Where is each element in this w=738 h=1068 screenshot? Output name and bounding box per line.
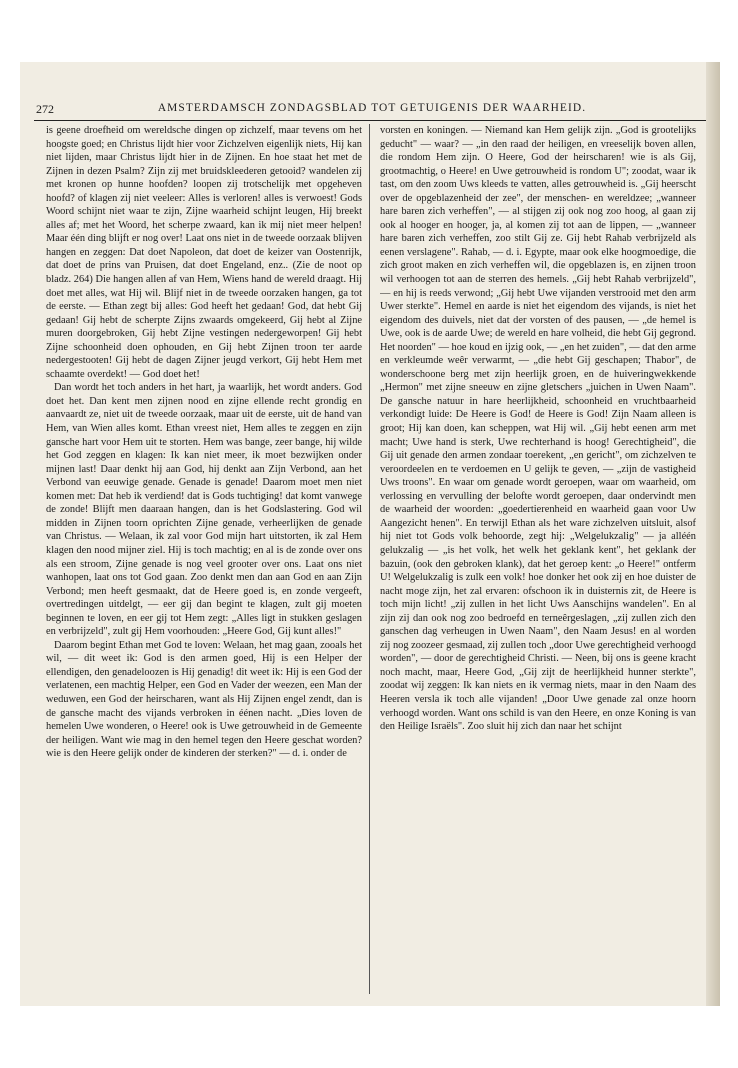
page-number: 272 <box>36 102 54 116</box>
book-page <box>20 62 720 1006</box>
paragraph: Daarom begint Ethan met God te loven: Welaan, het mag gaan, zooals het wil, — dit weet ik: God is den armen goed, Hij is een Helper der ellendigen, den genadeloozen is Hij genadig! dit weet ik: Hij is een God der verlatenen, een machtig Helper, een God en Vader der weezen, een Man der weduwen, een God der heirscharen, want als Hij Zijnen engel zendt, dan is de gansche macht des vijands verbroken in éénen nacht. „Dies loven de hemelen Uwe wonderen, o Heere! ook is Uwe getrouwheid in de Gemeente der heiligen. Want wie mag in den hemel tegen den Heere geschat worden? wie is den Heere gelijk onder de kinderen der sterken?" — d. i. onder de <box>46 639 362 760</box>
paragraph: Dan wordt het toch anders in het hart, ja waarlijk, het wordt anders. God doet het. Dan kent men zijnen nood en zijne ellende recht grondig en aanvaardt ze, niet uit de tweede oorzaak, maar uit de eerste, uit de hand van Hem, van Wien alles komt. Ethan vreest niet, Hem alles te zeggen en zijn gansche hart voor Hem uit te storten. Hem was bange, zeer bange, hij wilde het God zeggen en klagen: Ik kan niet meer, ik moet bezwijken onder mijnen last! Daar denkt hij aan God, hij denkt aan Zijn Verbond, aan het Verbond van eeuwige genade. Genade is genade! Daarom moet men niet komen met: Dat heb ik verdiend! dat is Gods tuchtiging! dat komt vanwege de zonde! Blijft men daaraan hangen, dan is het Godslastering. God wil midden in Zijnen toorn oprichten Zijne genade, verheerlijken de genade van Christus. — Welaan, ik zal voor God mijn hart uitstorten, ik zal Hem klagen den nood mijner ziel. Hij is toch machtig; en al is de zonde over ons als een stroom, Zijne genade is nog veel grooter over ons. Laat ons niet wanhopen, laat ons tot God gaan. Zoo denkt men dan aan God en aan Zijn Verbond; men heeft gesmaakt, dat de Heere goed is, en zonde vergeeft, overtredingen uitdelgt, — eer gij dan begint te klagen, zult gij moeten beginnen te loven, en eer gij tot Hem zegt: „Alles ligt in stukken geslagen en verbrijzeld", zult gij Hem voorhouden: „Heere God, Gij kunt alles!" <box>46 382 362 638</box>
page-header <box>36 102 708 120</box>
left-column <box>46 124 362 994</box>
running-title: AMSTERDAMSCH ZONDAGSBLAD TOT GETUIGENIS DER WAARHEID. <box>157 102 587 114</box>
paragraph: vorsten en koningen. — Niemand kan Hem gelijk zijn. „God is grootelijks geducht" — waar? — „in den raad der heiligen, en vreeselijk boven allen, die rondom Hem zijn. O Heere, God der heirscharen! wie is als Gij, grootmachtig, o Heere! en Uwe getrouwheid is rondom U"; zoodat, waar ik tast, om den zoom Uws kleeds te vatten, alles getrouwheid is. „Gij heerscht over de opgeblazenheid der zee", der menschen- en wereldzee; „wanneer hare baren zich verheffen", — al stijgen zij ook nog zoo hoog, al gaan zij ook al hooger en hooger, ja, al komen zij tot aan de lippen, — „wanneer hare baren zich verheffen, zoo stilt Gij ze. Gij hebt Rahab verbrijzeld als eenen verslagene". Rahab, — d. i. Egypte, maar ook elke hoogmoedige, die zich groot maken en zich verheffen wil, die opgeblazen is, en zijnen troon wil verhoogen tot aan de sterren des hemels. „Gij hebt Rahab verbrijzeld", — en hij is reeds verwond; „Gij hebt Uwe vijanden verstrooid met den arm Uwer sterkte". Hemel en aarde is niet het eigendom des vijands, is niet het eigendom des duivels, niet dat der vorsten of des pausen, — „de hemel is Uwe, ook is de aarde Uwe; de wereld en hare volheid, die hebt Gij gegrond. Het noorden" — hoe koud en ijzig ook, — „en het zuiden", — dat den arme en verkleumde weêr verwarmt, — „die hebt Gij geschapen; Thabor", de wonderschoone berg met zijn heerlijk groen, en de huiveringwekkende „Hermon" met zijne sneeuw en zijne gletschers „juichen in Uwen Naam". De gansche natuur in hare heerlijkheid, schoonheid en vruchtbaarheid verkondigt luide: De Heere is God! de Heere is God! Zijn Naam alleen is groot; Hij kan doen, kan scheppen, wat Hij wil. „Gij hebt eenen arm met macht; Uwe hand is sterk, Uwe rechterhand is hoog! Gerechtigheid", die Gij uit genade den armen zondaar toerekent, „en gericht", om zichzelven te veroordeelen en te verdoemen en U gelijk te geven, — „zijn de vastigheid Uws troons". En waar om genade wordt geroepen, waar om waarheid, om verlossing en vervulling der belofte wordt geroepen, daar ondervindt men de waarheid der woorden: „goedertierenheid en waarheid gaan voor Uw Aangezicht henen". En terwijl Ethan als het ware zichzelven uitsluit, alsof hij niet tot Gods volk behoorde, zegt hij: „Welgelukzalig" — ja alléén gelukzalig — „is het volk, het welk het geklank kent", het geklank der bazuin, (ook den gebroken klank), dat het geroep kent: „o Heere!" ontferm U! Welgelukzalig is zulk een volk! hoe donker het ook zij en hoe duister de nacht moge zijn, het zal ervaren: ofschoon ik in duisternis zit, de Heere is toch mijn licht! „zij zullen in het licht Uws Aanschijns wandelen". En al zijn zij dan ook nog zoo bedroefd en terneêrgeslagen, „zij zullen zich den ganschen dag verheugen in Uwen Naam", den Naam Jesus! en al worden zij nog zoozeer gesmaad, zij zullen toch „door Uwe gerechtigheid verhoogd worden", — door de gerechtigheid Christi. — Neen, bij ons is geene kracht noch macht, maar, Heere God, „Gij zijt de heerlijkheid hunner sterkte", zoodat wij zeggen: Ik kan niets en ik vermag niets, maar in den Naam des Heeren versla ik toch alle vijanden! „Door Uwe genade zal onze hoorn verhoogd worden. Want ons schild is van den Heere, en onze Koning is van den Heilige Israëls". Zoo sluit hij zich dan naar het schijnt <box>380 125 696 733</box>
right-column <box>380 124 696 994</box>
book-spine <box>706 62 720 1006</box>
paragraph: is geene droefheid om wereldsche dingen op zichzelf, maar tevens om het hoogste goed; en Christus lijdt hier voor Zichzelven eigenlijk niets, Hij kan niet lijden, maar Christus lijdt hier in de Zijnen. En hoe staat het met de Zijnen in dezen Psalm? Zijn zij met bruidskleederen getooid? wandelen zij met kronen op hunne hoofden? loopen zij trotschelijk met opgeheven hoofd? of klagen zij niet veeleer: Alles is verloren! alles is verwoest! Gods Woord schijnt niet waar te zijn, Zijne waarheid schijnt leugen, Hij breekt alles af; met het Woord, het scherpe zwaard, kan ik mij niet meer helpen! Maar één ding blijft er nog over! Laat ons niet in de tweede oorzaak blijven hangen en zeggen: Dat doet Napoleon, dat doet de keizer van Oostenrijk, dat doet de prins van Pruisen, dat doet Engeland, enz.. (Zie de noot op bladz. 264) Die hangen allen af van Hem, Wiens hand de wereld draagt. Hij doet met alles, wat Hij wil. Blijf niet in de tweede oorzaken hangen, ga tot de eerste. — Ethan zegt bij alles: God heeft het gedaan! God, dat hebt Gij gedaan! Gij hebt de scherpte Zijns zwaards omgekeerd, Gij hebt al Zijne muren doorgebroken, Gij hebt Zijne vestingen nedergeworpen! Gij hebt Zijne schoonheid doen ophouden, en Gij hebt Zijnen troon ter aarde nedergestooten! Gij hebt de dagen Zijner jeugd verkort, Gij hebt Hem met schaamte overdekt! — God doet het! <box>46 125 362 380</box>
header-rule <box>34 120 706 121</box>
column-divider <box>369 124 370 994</box>
